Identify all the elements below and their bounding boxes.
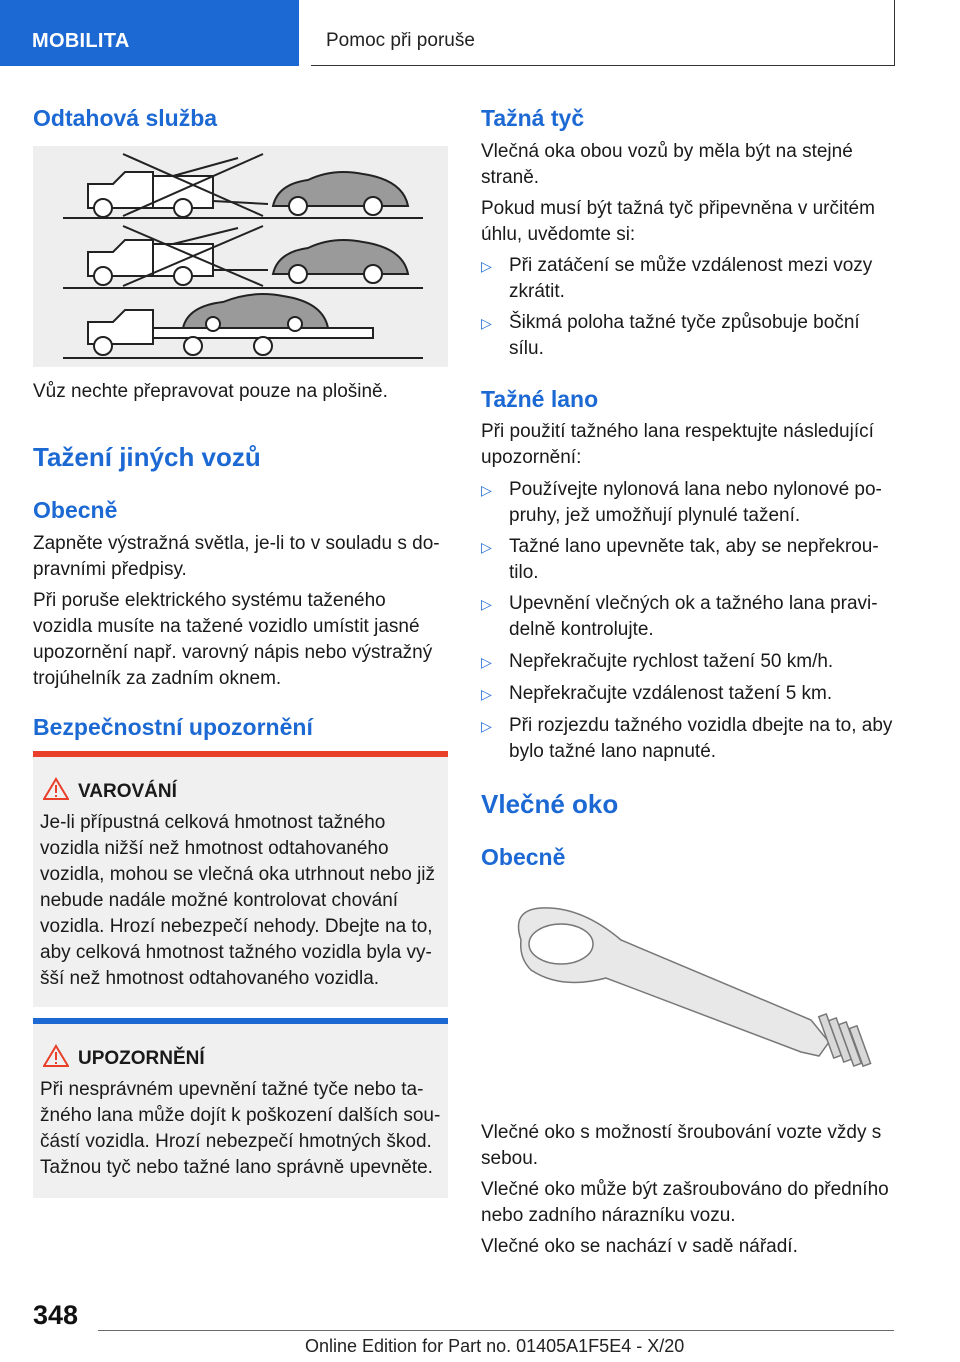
tow-eye-paragraph-3: Vlečné oko se nachází v sadě nářadí. xyxy=(481,1236,798,1257)
tow-rope-paragraph-1: Při použití tažného lana respektujte následující upozornění: xyxy=(481,421,874,468)
towing-trucks-icon xyxy=(33,146,448,367)
bullet-triangle-icon: ▷ xyxy=(481,596,492,612)
caution-bar xyxy=(33,1018,448,1024)
list-item: ▷ Upevnění vlečných ok a tažného lana pravi-delně kontrolujte. xyxy=(481,593,878,640)
warning-triangle-icon xyxy=(43,777,69,801)
tow-eye-general-title: Obecně xyxy=(481,844,566,870)
tow-eye-title: Vlečné oko xyxy=(481,789,619,819)
bullet-triangle-icon: ▷ xyxy=(481,718,492,734)
towing-others-title: Tažení jiných vozů xyxy=(33,442,261,472)
list-item: ▷ Tažné lano upevněte tak, aby se nepřekrou-tilo. xyxy=(481,536,879,583)
list-item: ▷ Nepřekračujte rychlost tažení 50 km/h. xyxy=(481,649,896,675)
general-paragraph-2: Při poruše elektrického systému taženého vozidla musíte na tažené vozidlo umístit jasné upozornění např. varovný nápis nebo výstražný trojúhelník za zadním oknem. xyxy=(33,590,433,689)
tow-eye-illustration xyxy=(481,880,896,1105)
bullet-triangle-icon: ▷ xyxy=(481,258,492,274)
header-section: MOBILITA xyxy=(0,0,299,66)
warning-text: Je-li přípustná celková hmotnost tažného vozidla nižší než hmotnost odtahovaného vozidla, mohou se vlečná oka utrhnout nebo již nebude nadále možné kontrolovat chování vozidla. Hrozí nebezpečí nehody. Dbejte na to, aby celková hmotnost tažného vozidla byla vy-šší než hmotnost odtahovaného vozidla. xyxy=(40,812,436,989)
warning-label: VAROVÁNÍ xyxy=(78,781,177,802)
towing-image-caption: Vůz nechte přepravovat pouze na plošině. xyxy=(33,381,388,402)
tow-bar-paragraph-2: Pokud musí být tažná tyč připevněna v určitém úhlu, uvědomte si: xyxy=(481,198,875,245)
general-paragraph-1: Zapněte výstražná světla, je-li to v souladu s do-pravními předpisy. xyxy=(33,533,440,580)
list-item: ▷ Nepřekračujte vzdálenost tažení 5 km. xyxy=(481,681,896,707)
general-title: Obecně xyxy=(33,497,118,523)
footer-edition: Online Edition for Part no. 01405A1F5E4 - X/20 xyxy=(305,1336,685,1356)
bullet-triangle-icon: ▷ xyxy=(481,686,492,702)
list-item: ▷ Používejte nylonová lana nebo nylonové po-pruhy, jež umožňují plynulé tažení. xyxy=(481,479,882,526)
bullet-triangle-icon: ▷ xyxy=(481,539,492,555)
list-item: ▷ Při rozjezdu tažného vozidla dbejte na to, aby bylo tažné lano napnuté. xyxy=(481,715,893,762)
towing-service-title: Odtahová služba xyxy=(33,105,218,131)
page-number: 348 xyxy=(33,1300,79,1330)
tow-bar-title: Tažná tyč xyxy=(481,105,585,131)
bullet-triangle-icon: ▷ xyxy=(481,315,492,331)
caution-text: Při nesprávném upevnění tažné tyče nebo ta-žného lana může dojít k poškození dalších sou-částí vozidla. Hrozí nebezpečí hmotných škod. Tažnou tyč nebo tažné lano správně upevněte. xyxy=(40,1079,441,1178)
tow-eye-icon xyxy=(481,880,896,1105)
warning-bar xyxy=(33,751,448,757)
header-chapter: Pomoc při poruše xyxy=(311,0,895,66)
tow-eye-paragraph-1: Vlečné oko s možností šroubování vozte vždy s sebou. xyxy=(481,1122,882,1169)
caution-box xyxy=(33,1018,448,1198)
bullet-triangle-icon: ▷ xyxy=(481,654,492,670)
towing-illustration xyxy=(33,146,448,367)
warning-box xyxy=(33,751,448,1007)
list-item: ▷ Při zatáčení se může vzdálenost mezi vozy zkrátit. xyxy=(481,255,873,302)
list-item: ▷ Šikmá poloha tažné tyče způsobuje boční sílu. xyxy=(481,312,860,359)
safety-title: Bezpečnostní upozornění xyxy=(33,714,313,740)
bullet-triangle-icon: ▷ xyxy=(481,482,492,498)
tow-rope-title: Tažné lano xyxy=(481,386,599,412)
tow-eye-paragraph-2: Vlečné oko může být zašroubováno do předního nebo zadního nárazníku vozu. xyxy=(481,1179,889,1226)
tow-bar-paragraph-1: Vlečná oka obou vozů by měla být na stejné straně. xyxy=(481,141,853,188)
warning-triangle-icon xyxy=(43,1044,69,1068)
caution-label: UPOZORNĚNÍ xyxy=(78,1048,205,1069)
footer-divider xyxy=(98,1330,894,1331)
